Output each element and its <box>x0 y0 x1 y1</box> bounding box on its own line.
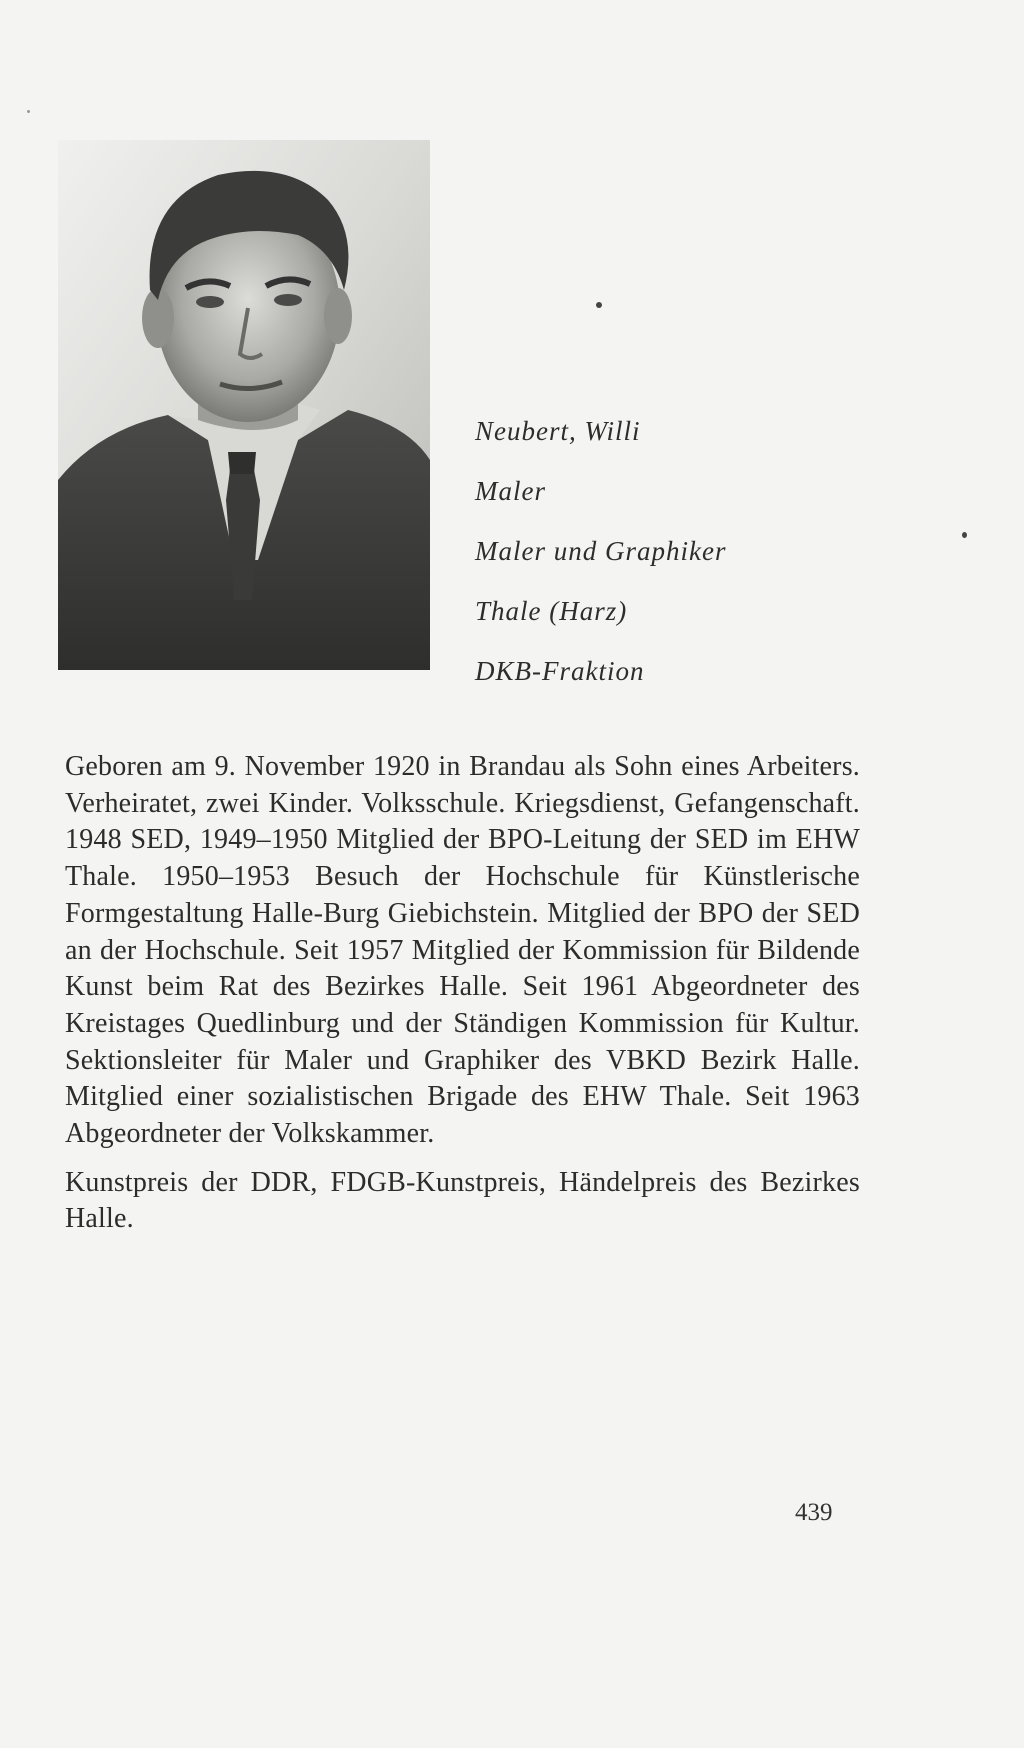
awards-paragraph: Kunstpreis der DDR, FDGB-Kunstpreis, Händelpreis des Bezirkes Halle. <box>65 1166 860 1235</box>
portrait-photo <box>58 140 430 670</box>
entry-name: Neubert, Willi <box>475 416 641 446</box>
entry-faction: DKB-Fraktion <box>475 656 645 686</box>
entry-residence: Thale (Harz) <box>475 596 628 626</box>
biography-paragraph: Geboren am 9. November 1920 in Brandau als Sohn eines Arbeiters. Verheiratet, zwei Kinder. Volksschule. Kriegsdienst, Gefangenschaft. 1948 SED, 1949–1950 Mitglied der BPO-Leitung der SED im EHW Thale. 1950–1953 Besuch der Hochschule für Künstlerische Formgestaltung Halle-Burg Giebichstein. Mitglied der BPO der SED an der Hochschule. Seit 1957 Mitglied der Kommission für Bildende Kunst beim Rat des Bezirkes Halle. Seit 1961 Abgeordneter des Kreistages Quedlinburg und der Ständigen Kommission für Kultur. Sektionsleiter für Maler und Graphiker des VBKD Bezirk Halle. Mitglied einer sozialistischen Brigade des EHW Thale. Seit 1963 Abgeordneter der Volkskammer. <box>65 751 860 1150</box>
entry-profession: Maler und Graphiker <box>475 536 727 566</box>
print-speck <box>27 110 30 113</box>
page-number: 439 <box>795 1499 833 1526</box>
entry-info <box>475 418 895 718</box>
print-speck <box>596 302 602 308</box>
biography <box>65 749 860 1238</box>
entry-occupation: Maler <box>475 476 546 506</box>
print-speck <box>962 532 967 538</box>
